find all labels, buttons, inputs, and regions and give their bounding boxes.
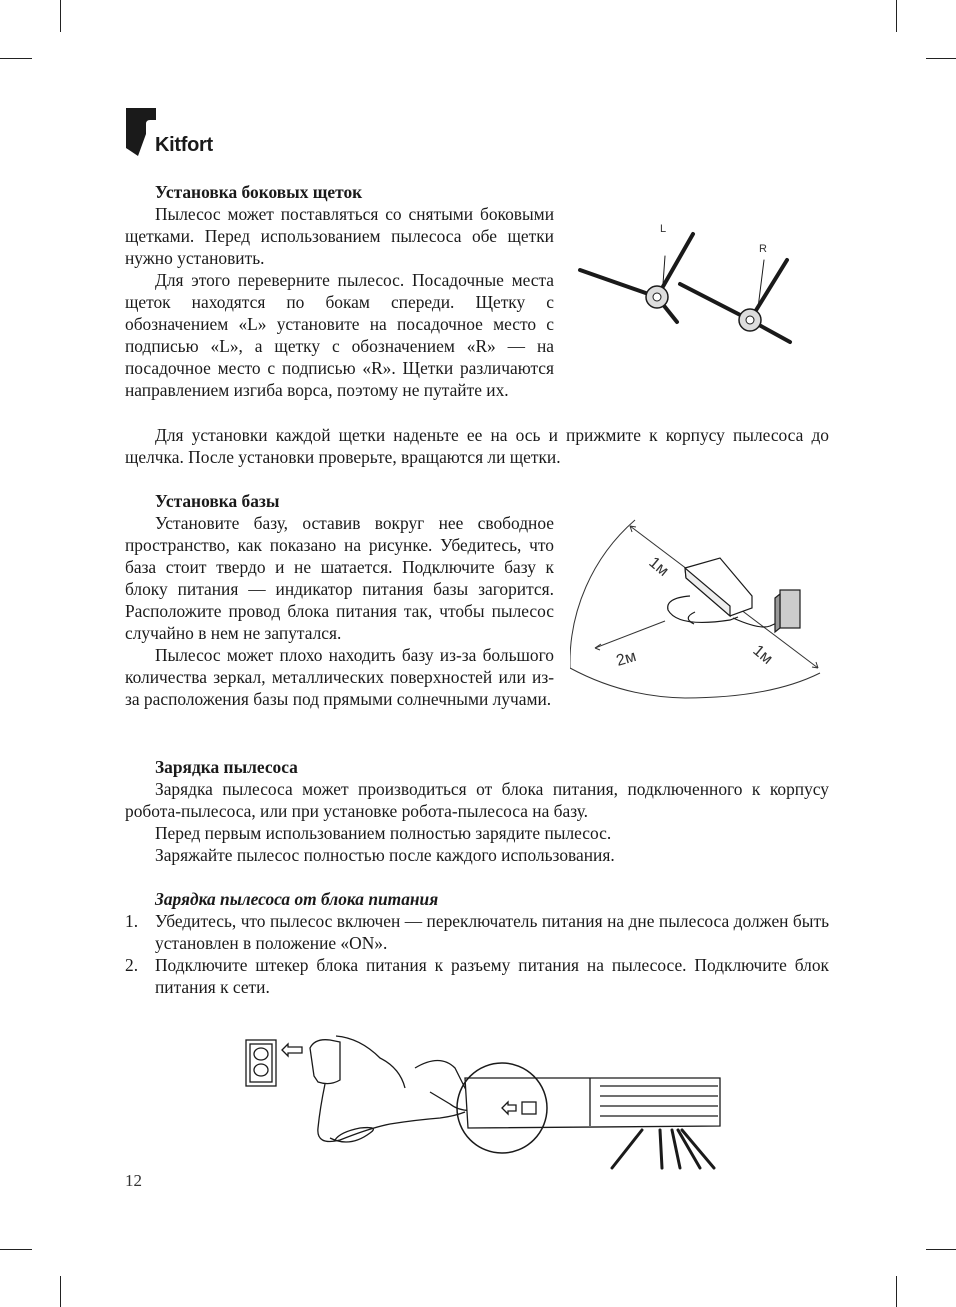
base-clearance-figure	[570, 518, 832, 708]
brushes-install-paragraph: Для установки каждой щетки наденьте ее на ось и прижмите к корпусу пылесоса до щелчка. После установки проверьте, вращаются ли щетки.	[125, 425, 829, 467]
page-number: 12	[125, 1171, 142, 1190]
base-section	[125, 490, 554, 710]
crop-mark	[896, 1276, 897, 1307]
crop-mark	[896, 0, 897, 32]
brush-label-r: R	[759, 243, 767, 255]
charging-paragraph: Перед первым использованием полностью зарядите пылесос.	[155, 823, 612, 843]
brushes-wide-text	[125, 424, 829, 468]
adapter-charging-figure	[240, 1028, 730, 1170]
step-text: Подключите штекер блока питания к разъему питания на пылесосе. Подключите блок питания к сети.	[155, 955, 829, 997]
step-number: 1.	[125, 911, 139, 931]
crop-mark	[926, 1249, 956, 1250]
brushes-heading: Установка боковых щеток	[155, 182, 363, 202]
charging-section	[125, 756, 829, 866]
adapter-heading: Зарядка пылесоса от блока питания	[155, 889, 439, 909]
clearance-side-label: 1м	[749, 642, 776, 668]
side-brushes-figure	[575, 212, 825, 362]
step-number: 2.	[125, 955, 139, 975]
brand-name: Kitfort	[155, 134, 213, 156]
clearance-top-label: 1м	[645, 554, 672, 580]
crop-mark	[60, 0, 61, 32]
crop-mark	[0, 58, 32, 59]
charging-paragraph: Зарядка пылесоса может производиться от блока питания, подключенного к корпусу робота-пылесоса, или при установке робота-пылесоса на базу.	[125, 779, 829, 821]
base-heading: Установка базы	[155, 491, 280, 511]
base-paragraph: Пылесос может плохо находить базу из-за большого количества зеркал, металлических поверхностей или из-за расположения базы под прямыми солнечными лучами.	[125, 645, 554, 709]
adapter-steps	[125, 910, 829, 998]
brushes-paragraph: Пылесос может поставляться со снятыми боковыми щетками. Перед использованием пылесоса обе щетки нужно установить.	[125, 204, 554, 268]
base-paragraph: Установите базу, оставив вокруг нее свободное пространство, как показано на рисунке. Убедитесь, что база стоит твердо и не шатается. Подключите базу к блоку питания — индикатор питания базы загорится. Расположите провод блока питания так, чтобы пылесос случайно в нем не запутался.	[125, 513, 554, 643]
charging-heading: Зарядка пылесоса	[155, 757, 298, 777]
charging-paragraph: Заряжайте пылесос полностью после каждого использования.	[155, 845, 615, 865]
brushes-paragraph: Для этого переверните пылесос. Посадочные места щеток находятся по бокам спереди. Щетку с обозначением «L» установите на посадочное место с подписью «L», а щетку с обозначением «R» — на посадочное место с подписью «R». Щетки различаются направлением изгиба ворса, поэтому не путайте их.	[125, 270, 554, 400]
clearance-front-label: 2м	[614, 648, 639, 670]
list-item	[125, 954, 829, 998]
adapter-section	[125, 888, 829, 998]
brushes-section	[125, 181, 554, 401]
brush-label-l: L	[660, 223, 667, 235]
crop-mark	[926, 58, 956, 59]
crop-mark	[60, 1276, 61, 1307]
crop-mark	[0, 1249, 32, 1250]
step-text: Убедитесь, что пылесос включен — переключатель питания на дне пылесоса должен быть установлен в положение «ON».	[155, 911, 829, 953]
list-item	[125, 910, 829, 954]
